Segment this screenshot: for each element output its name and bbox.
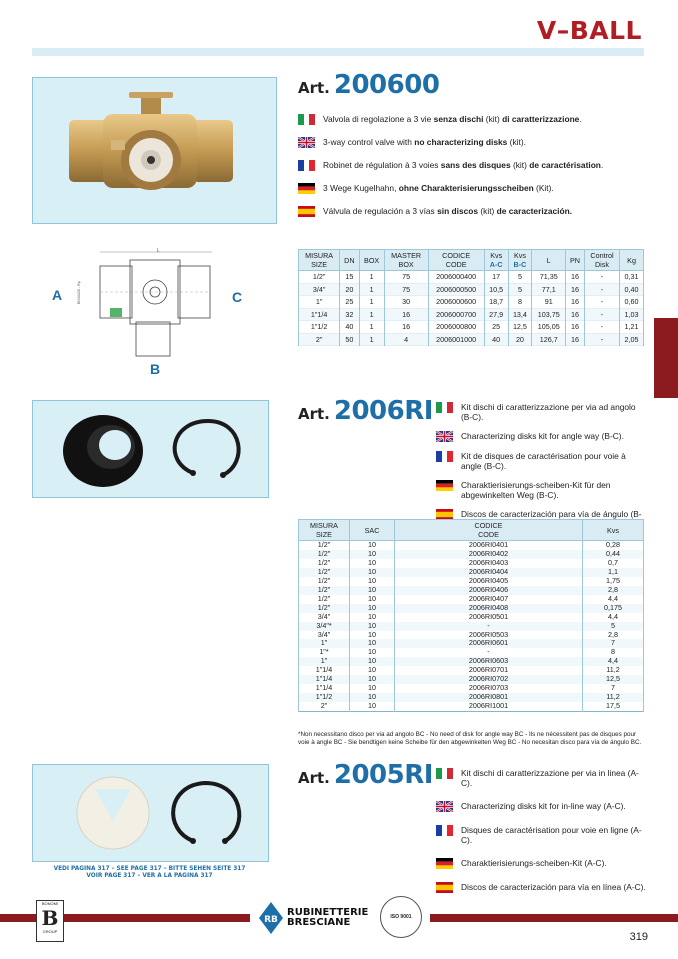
table-cell: 4,4 <box>583 613 644 622</box>
svg-text:RB: RB <box>264 915 278 925</box>
table-cell: 1 <box>359 333 384 346</box>
art-prefix: Art. <box>298 405 330 423</box>
table-cell: 7 <box>583 639 644 648</box>
flag-gb-icon <box>436 801 453 812</box>
lang-text-part: (Kit). <box>533 183 554 193</box>
flag-es-icon <box>298 206 315 217</box>
iso-text: ISO 9001 <box>390 914 412 920</box>
lang-row-de <box>436 480 646 500</box>
table-row <box>299 308 644 321</box>
table-cell: 2006RI0503 <box>395 631 583 640</box>
lang-text <box>323 114 648 124</box>
table-cell: 75 <box>384 283 428 296</box>
table-cell: - <box>584 321 619 334</box>
flag-fr-icon <box>436 451 453 462</box>
col-l: L <box>532 250 566 271</box>
logo-line2: BRESCIANE <box>287 917 351 928</box>
table-cell: 1"1/4 <box>299 675 350 684</box>
table-cell: 3/4" <box>299 613 350 622</box>
col-codice: CODICE CODE <box>395 520 583 541</box>
flag-fr-icon <box>298 160 315 171</box>
lang-text-part: senza dischi <box>433 114 484 124</box>
port-a-label: A <box>52 287 63 303</box>
flag-de-icon <box>436 480 453 491</box>
table-cell: 17,5 <box>583 702 644 711</box>
bonomi-group-logo: BONOMI B GROUP <box>36 900 64 942</box>
table-cell: - <box>395 622 583 631</box>
lang-text-part: (kit) <box>510 160 530 170</box>
table-cell: 12,5 <box>583 675 644 684</box>
table-cell: 1 <box>359 308 384 321</box>
dim-side-label: EN10226 - Rp <box>77 281 81 304</box>
lang-text-part: sans des disques <box>440 160 511 170</box>
lang-row-de <box>436 858 646 869</box>
table-cell: 40 <box>484 333 508 346</box>
table-cell: 20 <box>508 333 532 346</box>
table-cell: 2006RI0405 <box>395 577 583 586</box>
lang-text-part: . <box>579 114 582 124</box>
table-cell: 12,5 <box>508 321 532 334</box>
table-header-row <box>299 250 644 271</box>
flag-fr-icon <box>436 825 453 836</box>
table-cell: 1 <box>359 321 384 334</box>
col-pn: PN <box>566 250 585 271</box>
table-cell: 10 <box>350 639 395 648</box>
table-cell: 11,2 <box>583 693 644 702</box>
table-cell: 2006RI0406 <box>395 586 583 595</box>
valve-drawing <box>52 246 252 378</box>
table-cell: 71,35 <box>532 271 566 284</box>
table-cell: 1/2" <box>299 586 350 595</box>
flag-it-icon <box>298 114 315 125</box>
col-misura: MISURA SIZE <box>299 250 340 271</box>
col-sac: SAC <box>350 520 395 541</box>
art-number: 2005RI <box>333 760 433 790</box>
col-dn: DN <box>340 250 359 271</box>
table-cell: 2006RI0701 <box>395 666 583 675</box>
table-cell: 3/4" <box>299 631 350 640</box>
lang-text-part: Robinet de régulation à 3 voies <box>323 160 441 170</box>
table-cell: - <box>584 308 619 321</box>
table-cell: 17 <box>484 271 508 284</box>
table-cell: 2,8 <box>583 631 644 640</box>
lang-text-part: de caracterización. <box>496 206 573 216</box>
table-cell: 25 <box>484 321 508 334</box>
table-cell: 1/2" <box>299 595 350 604</box>
lang-row-de <box>298 183 648 194</box>
table-cell: 0,44 <box>583 550 644 559</box>
table-row <box>299 333 644 346</box>
table-cell: 11,2 <box>583 666 644 675</box>
table-cell: 10 <box>350 595 395 604</box>
table-cell: 16 <box>566 283 585 296</box>
lang-text-part: . <box>600 160 604 170</box>
col-master-box: MASTER BOX <box>384 250 428 271</box>
table-cell: 10 <box>350 604 395 613</box>
table-cell: 10 <box>350 702 395 711</box>
table-cell: 8 <box>508 296 532 309</box>
lang-row-es <box>298 206 648 217</box>
brand-title: V–BALL <box>536 16 642 45</box>
lang-row-es <box>436 882 646 893</box>
table-cell: 20 <box>340 283 359 296</box>
table-cell: 2,8 <box>583 586 644 595</box>
port-b-label: B <box>150 361 161 377</box>
col-box: BOX <box>359 250 384 271</box>
lang-text-part: Valvola di regolazione a 3 vie <box>323 114 434 124</box>
art-2006ri-title <box>298 396 433 426</box>
see-page-line1: VEDI PAGINA 317 – SEE PAGE 317 – BITTE SEHEN SEITE 317 <box>53 866 246 872</box>
lang-text-part: sin discos <box>437 206 479 216</box>
table-cell: 1"1/2 <box>299 693 350 702</box>
table-cell: - <box>584 333 619 346</box>
port-c-label: C <box>232 289 243 305</box>
table-cell: 2006RI0801 <box>395 693 583 702</box>
table-cell: 1/2" <box>299 577 350 586</box>
lang-text-part: 3-way control valve with <box>323 137 415 147</box>
art-number: 2006RI <box>333 396 433 426</box>
table-cell: 4 <box>384 333 428 346</box>
table-cell: 10 <box>350 568 395 577</box>
col-misura: MISURA SIZE <box>299 520 350 541</box>
table-cell: 2006RI0603 <box>395 657 583 666</box>
table-cell: 105,05 <box>532 321 566 334</box>
table-cell: 1 <box>359 283 384 296</box>
table-row <box>299 283 644 296</box>
table-cell: 10,5 <box>484 283 508 296</box>
flag-it-icon <box>436 768 453 779</box>
lang-row-it <box>436 768 646 788</box>
art-2005ri-title <box>298 760 433 790</box>
table-cell: 0,40 <box>620 283 644 296</box>
table-cell: 10 <box>350 693 395 702</box>
table-cell: 30 <box>384 296 428 309</box>
lang-text: Discos de caracterización para vía en línea (A-C). <box>461 882 646 892</box>
table-cell: 10 <box>350 648 395 657</box>
table-cell: - <box>584 283 619 296</box>
table-cell: 10 <box>350 675 395 684</box>
table-cell: - <box>395 648 583 657</box>
table-cell: 2006RI0501 <box>395 613 583 622</box>
flag-gb-icon <box>298 137 315 148</box>
table-cell: 1" <box>299 639 350 648</box>
lang-text-part: di caratterizzazione <box>502 114 580 124</box>
table-cell: 0,28 <box>583 541 644 550</box>
table-cell: 2006000500 <box>428 283 484 296</box>
table-cell: 1"1/4 <box>299 308 340 321</box>
lang-row-fr <box>436 825 646 845</box>
table-cell: 75 <box>384 271 428 284</box>
table-cell: 1/2" <box>299 604 350 613</box>
lang-text <box>323 137 648 147</box>
col-codice: CODICE CODE <box>428 250 484 271</box>
table-cell: 2006RI0401 <box>395 541 583 550</box>
art-number: 200600 <box>333 70 440 100</box>
table-row <box>299 296 644 309</box>
table-cell: 103,75 <box>532 308 566 321</box>
table-cell: 1,75 <box>583 577 644 586</box>
table-cell: 10 <box>350 586 395 595</box>
table-cell: 10 <box>350 559 395 568</box>
flag-de-icon <box>436 858 453 869</box>
table-cell: 16 <box>566 308 585 321</box>
table-cell: 10 <box>350 657 395 666</box>
table-cell: 5 <box>508 271 532 284</box>
table-cell: 2006000800 <box>428 321 484 334</box>
table-cell: 1,03 <box>620 308 644 321</box>
table-cell: 2006RI0403 <box>395 559 583 568</box>
art-200600-title <box>298 70 439 100</box>
table-cell: 4,4 <box>583 657 644 666</box>
table-cell: 16 <box>384 321 428 334</box>
art-200600-descriptions <box>298 114 648 229</box>
table-cell: 0,31 <box>620 271 644 284</box>
table-cell: 10 <box>350 622 395 631</box>
header-rule <box>32 48 644 56</box>
table-cell: - <box>584 271 619 284</box>
table-cell: 32 <box>340 308 359 321</box>
table-2006ri <box>298 519 644 712</box>
table-cell: 2006001000 <box>428 333 484 346</box>
table-cell: 1/2" <box>299 550 350 559</box>
table-cell: 27,9 <box>484 308 508 321</box>
table-cell: 3/4"* <box>299 622 350 631</box>
lang-text-part: ohne Charakterisierungsscheiben <box>398 183 534 193</box>
dim-l-label: L <box>157 248 160 254</box>
lang-text-part: Válvula de regulación a 3 vías <box>323 206 438 216</box>
lang-row-it <box>436 402 646 422</box>
table-cell: 16 <box>566 321 585 334</box>
table-cell: 5 <box>583 622 644 631</box>
table-cell: 16 <box>566 333 585 346</box>
table-cell: 2006000700 <box>428 308 484 321</box>
flag-gb-icon <box>436 431 453 442</box>
table-cell: 10 <box>350 613 395 622</box>
art-prefix: Art. <box>298 769 330 787</box>
lang-text-part: (kit) <box>478 206 497 216</box>
table-cell: 2006RI0404 <box>395 568 583 577</box>
rubinetterie-bresciane-logo <box>258 898 370 938</box>
table-cell: 16 <box>566 296 585 309</box>
table-row <box>299 639 644 648</box>
group-bottom-text: GROUP <box>42 929 58 934</box>
lang-row-it <box>298 114 648 125</box>
lang-text: Kit de disques de caractérisation pour voie à angle (B-C). <box>461 451 626 471</box>
logo-line1: RUBINETTERIE <box>287 907 369 918</box>
inline-disk-kit-photo <box>32 764 269 862</box>
lang-row-gb <box>298 137 648 148</box>
col-kg: Kg <box>620 250 644 271</box>
table-cell: 1,21 <box>620 321 644 334</box>
lang-row-gb <box>436 801 646 812</box>
lang-text-part: 3 Wege Kugelhahn, <box>323 183 399 193</box>
table-cell: 2006RI0703 <box>395 684 583 693</box>
table-cell: 2006000600 <box>428 296 484 309</box>
see-page-note <box>32 866 267 880</box>
col-kvs-ac: Kvs A-C <box>484 250 508 271</box>
table-row <box>299 321 644 334</box>
side-tab <box>654 318 678 398</box>
lang-text-part: de caractérisation <box>529 160 601 170</box>
table-cell: 1"1/2 <box>299 321 340 334</box>
table-cell: 0,60 <box>620 296 644 309</box>
see-page-line2: VOIR PAGE 317 – VER A LA PAGINA 317 <box>86 873 213 879</box>
table-cell: 2006RI0407 <box>395 595 583 604</box>
iso-certification-seal <box>380 896 422 938</box>
flag-it-icon <box>436 402 453 413</box>
lang-text: Characterizing disks kit for in-line way (A-C). <box>461 801 626 811</box>
table-cell: 7 <box>583 684 644 693</box>
table-cell: 0,7 <box>583 559 644 568</box>
table-cell: 10 <box>350 541 395 550</box>
table-200600 <box>298 249 644 346</box>
lang-text: Kit dischi di caratterizzazione per via in linea (A-C). <box>461 768 639 788</box>
table-cell: 126,7 <box>532 333 566 346</box>
table-cell: 1"1/4 <box>299 666 350 675</box>
table-cell: 8 <box>583 648 644 657</box>
art-2005ri-descriptions <box>436 768 646 906</box>
col-kvs: Kvs <box>583 520 644 541</box>
table-cell: 1 <box>359 296 384 309</box>
table-cell: 2,05 <box>620 333 644 346</box>
table-cell: 1/2" <box>299 568 350 577</box>
table-cell: 10 <box>350 577 395 586</box>
brass-valve-image <box>33 78 276 223</box>
lang-text-part: (kit). <box>507 137 526 147</box>
table-cell: 0,175 <box>583 604 644 613</box>
lang-text: Characterizing disks kit for angle way (B-C). <box>461 431 624 441</box>
table-row <box>299 613 644 622</box>
table-cell: - <box>584 296 619 309</box>
table-cell: 2006000400 <box>428 271 484 284</box>
table-cell: 1/2" <box>299 559 350 568</box>
art-prefix: Art. <box>298 79 330 97</box>
lang-text: Charaktierisierungs-scheiben-Kit (A-C). <box>461 858 607 868</box>
group-top-text: BONOMI <box>41 901 59 906</box>
disk-and-circlip-image <box>33 765 268 861</box>
table-cell: 3/4" <box>299 283 340 296</box>
table-cell: 77,1 <box>532 283 566 296</box>
table-cell: 10 <box>350 684 395 693</box>
table-cell: 2006RI1001 <box>395 702 583 711</box>
lang-text <box>323 206 648 216</box>
table-cell: 1" <box>299 296 340 309</box>
lang-row-gb <box>436 431 646 442</box>
table-cell: 2" <box>299 702 350 711</box>
table-cell: 18,7 <box>484 296 508 309</box>
table-cell: 91 <box>532 296 566 309</box>
lang-text: Kit dischi di caratterizzazione per via ad angolo (B-C). <box>461 402 636 422</box>
lang-row-fr <box>298 160 648 171</box>
lang-text: Charaktierisierungs-scheiben-Kit für den abgewinkelten Weg (B-C). <box>461 480 611 500</box>
art-2006ri-descriptions <box>436 402 646 538</box>
table-cell: 10 <box>350 631 395 640</box>
table-row <box>299 271 644 284</box>
table-cell: 16 <box>384 308 428 321</box>
col-kvs-bc: Kvs B-C <box>508 250 532 271</box>
lang-text <box>323 160 648 170</box>
table-cell: 1/2" <box>299 541 350 550</box>
table-cell: 16 <box>566 271 585 284</box>
table-cell: 40 <box>340 321 359 334</box>
table-header-row <box>299 520 644 541</box>
table-cell: 1"1/4 <box>299 684 350 693</box>
lang-row-fr <box>436 451 646 471</box>
flag-de-icon <box>298 183 315 194</box>
table-cell: 2006RI0601 <box>395 639 583 648</box>
lang-text: Discos de caracterización para vía de ángulo (B- <box>461 509 642 519</box>
flag-es-icon <box>436 882 453 893</box>
table-cell: 25 <box>340 296 359 309</box>
table-row <box>299 702 644 711</box>
table-cell: 2006RI0408 <box>395 604 583 613</box>
col-control-disk: Control Disk <box>584 250 619 271</box>
rb-diamond-icon <box>258 901 284 935</box>
table-cell: 13,4 <box>508 308 532 321</box>
page-number: 319 <box>629 931 648 943</box>
table-cell: 2" <box>299 333 340 346</box>
lang-text-part: no characterizing disks <box>414 137 508 147</box>
lang-text: Disques de caractérisation pour voie en ligne (A-C). <box>461 825 642 845</box>
table-cell: 1"* <box>299 648 350 657</box>
table-cell: 1/2" <box>299 271 340 284</box>
table-cell: 10 <box>350 550 395 559</box>
valve-photo <box>32 77 277 224</box>
table-cell: 5 <box>508 283 532 296</box>
table-cell: 10 <box>350 666 395 675</box>
table-cell: 2006RI0702 <box>395 675 583 684</box>
technical-drawing-svg <box>52 246 252 378</box>
table-cell: 50 <box>340 333 359 346</box>
table-cell: 1" <box>299 657 350 666</box>
table-cell: 1,1 <box>583 568 644 577</box>
lang-text-part: (kit) <box>483 114 503 124</box>
table-cell: 15 <box>340 271 359 284</box>
table-note: *Non necessitano disco per via ad angolo BC - No need of disk for angle way BC - Ils ne nécessitent pas de disques pour voie à angle BC - Sie bendtigen keine Scheibe für den abgewinkelten Weg BC - No necesitan disco para vía de ángulo BC. <box>298 731 642 746</box>
table-cell: 1 <box>359 271 384 284</box>
table-cell: 2006RI0402 <box>395 550 583 559</box>
lang-text <box>323 183 648 193</box>
table-cell: 4,4 <box>583 595 644 604</box>
disk-kit-photo <box>32 400 269 498</box>
seal-and-circlip-image <box>33 401 268 497</box>
